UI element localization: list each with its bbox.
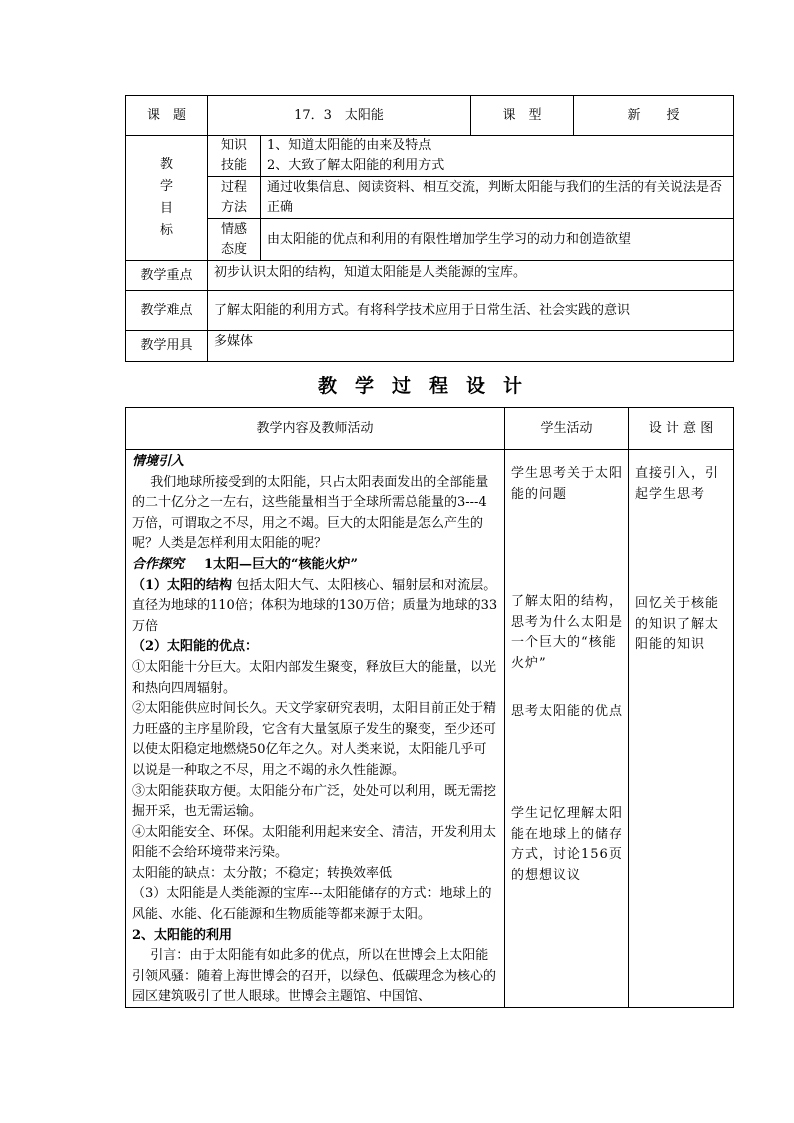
tools-value: 多媒体: [208, 331, 734, 362]
key-point-label: 教学重点: [126, 261, 208, 291]
objective-process-text: 通过收集信息、阅读资料、相互交流，判断太阳能与我们的生活的有关说法是否正确: [261, 177, 734, 219]
process-table: [125, 407, 734, 1008]
type-value: 新 授: [574, 96, 734, 136]
objective-attitude-text: 由太阳能的优点和利用的有限性增加学生学习的动力和创造欲望: [261, 219, 734, 261]
design-intent-2: 回忆关于核能的知识了解太阳能的知识: [635, 596, 720, 653]
key-point-value: 初步认识太阳的结构，知道太阳能是人类能源的宝库。: [208, 261, 734, 291]
objective-knowledge-text: 1、知道太阳能的由来及特点 2、大致了解太阳能的利用方式: [261, 136, 734, 177]
advantage-4: ④太阳能安全、环保。太阳能利用起来安全、清洁，开发利用太阳能不会给环境带来污染。: [132, 824, 497, 861]
tools-label: 教学用具: [126, 331, 208, 362]
difficulty-value: 了解太阳能的利用方式。有将科学技术应用于日常生活、社会实践的意识: [208, 291, 734, 331]
utilization-heading: 2、太阳能的利用: [132, 927, 233, 943]
student-activity-1: 学生思考关于太阳能的问题: [511, 466, 624, 502]
advantage-2: ②太阳能供应时间长久。天文学家研究表明，太阳目前正处于精力旺盛的主序星阶段，它含有大量氢原子发生的聚变，至少还可以使太阳稳定地燃烧50亿年之久。对人类来说，太阳能几乎可以说是一种取之不尽，用之不竭的永久性能源。: [132, 701, 497, 778]
difficulty-label: 教学难点: [126, 291, 208, 331]
student-activity-cell: [505, 450, 629, 1008]
header-design: 设 计 意 图: [629, 408, 734, 450]
advantages-heading: （2）太阳能的优点：: [132, 639, 259, 655]
process-title: 教学过程设计: [317, 375, 540, 397]
energy-treasury: （3）太阳能是人类能源的宝库---太阳能储存的方式：地球上的风能、水能、化石能源和生物质能等都来源于太阳。: [132, 886, 492, 923]
sun-structure: （1）太阳的结构 包括太阳大气、太阳核心、辐射层和对流层。直径为地球的110倍；体积为地球的130万倍；质量为地球的33万倍: [132, 577, 498, 634]
explore-heading: 合作探究 1太阳—巨大的“核能火炉”: [132, 556, 359, 572]
topic-label: 课 题: [126, 96, 208, 136]
student-activity-2: 了解太阳的结构，思考为什么太阳是一个巨大的“核能火炉”: [511, 594, 624, 671]
header-content: 教学内容及教师活动: [126, 408, 505, 450]
lesson-info-table: [125, 95, 734, 362]
header-student: 学生活动: [505, 408, 629, 450]
advantage-1: ①太阳能十分巨大。太阳内部发生聚变，释放巨大的能量，以光和热向四周辐射。: [132, 659, 497, 696]
student-activity-4: 学生记忆理解太阳能在地球上的储存方式，讨论156页的想想议议: [511, 806, 624, 883]
intro-heading: 情境引入: [132, 454, 185, 469]
intro-paragraph: 我们地球所接受到的太阳能，只占太阳表面发出的全部能量的二十亿分之一左右，这些能量相当于全球所需总能量的3---4万倍，可谓取之不尽，用之不竭。巨大的太阳能是怎么产生的呢？人类是怎样利用太阳能的呢？: [132, 474, 489, 552]
objectives-label: 教 学 目 标: [126, 136, 208, 261]
type-label: 课 型: [471, 96, 574, 136]
disadvantages: 太阳能的缺点：太分散；不稳定；转换效率低: [132, 865, 393, 881]
student-activity-3: 思考太阳能的优点: [511, 704, 624, 719]
objective-knowledge-label: 知识 技能: [208, 136, 261, 177]
objective-attitude-label: 情感 态度: [208, 219, 261, 261]
advantage-3: ③太阳能获取方便。太阳能分布广泛，处处可以利用，既无需挖掘开采，也无需运输。: [132, 783, 497, 820]
main-content-cell: [126, 450, 505, 1008]
topic-value: 17．3 太阳能: [208, 96, 471, 136]
design-intent-cell: [629, 450, 734, 1008]
objective-process-label: 过程 方法: [208, 177, 261, 219]
design-intent-1: 直接引入，引起学生思考: [635, 466, 720, 502]
utilization-intro: 引言：由于太阳能有如此多的优点，所以在世博会上太阳能引领风骚：随着上海世博会的召开，以绿色、低碳理念为核心的园区建筑吸引了世人眼球。世博会主题馆、中国馆、: [132, 948, 497, 1005]
